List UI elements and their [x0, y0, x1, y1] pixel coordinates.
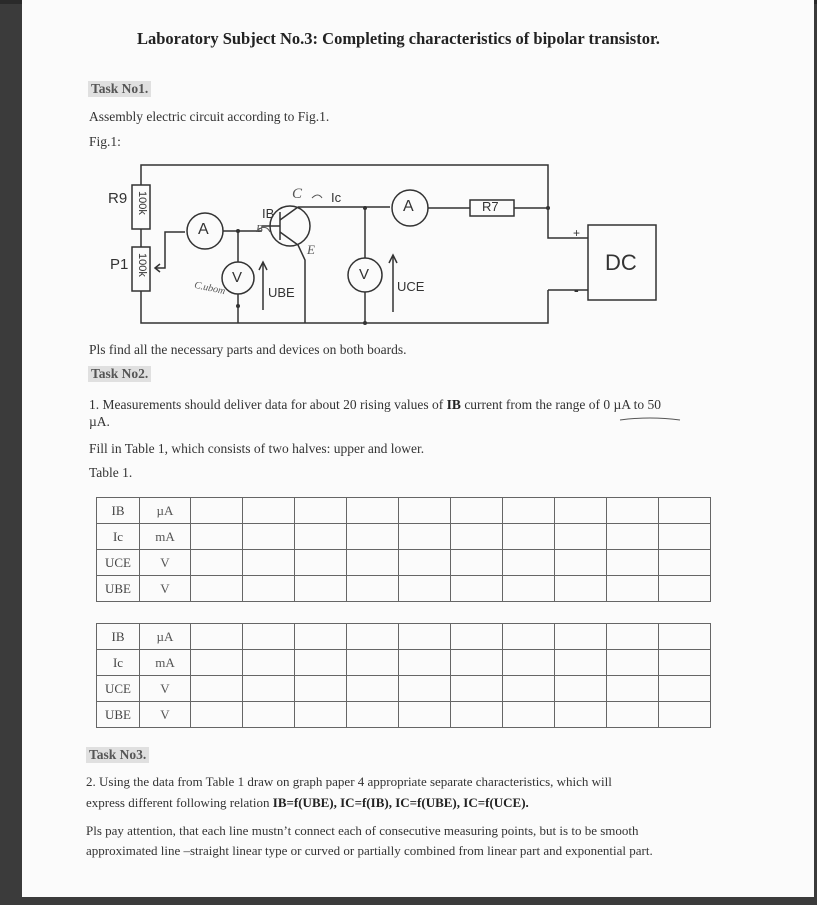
row-label: Ic: [97, 650, 140, 676]
row-label: Ic: [97, 524, 140, 550]
task3-heading: Task No3.: [86, 747, 149, 763]
measurement-cell[interactable]: [503, 576, 555, 602]
measurement-cell[interactable]: [555, 576, 607, 602]
measurement-cell[interactable]: [659, 702, 711, 728]
uce-label: UCE: [397, 279, 425, 294]
r7-label: R7: [482, 199, 499, 214]
task2-item1-text-end: current from the range of 0 µA to 50: [464, 397, 662, 412]
row-unit: V: [140, 550, 191, 576]
measurement-cell[interactable]: [243, 624, 295, 650]
measurement-cell[interactable]: [607, 624, 659, 650]
measurement-cell[interactable]: [243, 650, 295, 676]
table-label: Table 1.: [89, 465, 133, 480]
measurement-cell[interactable]: [347, 524, 399, 550]
measurement-cell[interactable]: [191, 550, 243, 576]
r9-value: 100k: [136, 191, 148, 215]
measurement-cell[interactable]: [555, 650, 607, 676]
task2-item1-text: 1. Measurements should deliver data for about 20 rising values of: [89, 397, 444, 412]
dc-source-label: DC: [605, 250, 637, 275]
measurement-cell[interactable]: [659, 576, 711, 602]
measurement-cell[interactable]: [503, 676, 555, 702]
measurement-cell[interactable]: [399, 676, 451, 702]
row-label: UBE: [97, 576, 140, 602]
measurement-cell[interactable]: [191, 650, 243, 676]
measurement-cell[interactable]: [659, 624, 711, 650]
table-row: [97, 702, 711, 728]
task3-line3: Pls pay attention, that each line mustn’t connect each of consecutive measuring points, but is to be smooth: [86, 823, 639, 838]
measurement-cell[interactable]: [555, 702, 607, 728]
task2-item1: [89, 397, 661, 413]
measurement-cell[interactable]: [191, 624, 243, 650]
measurement-cell[interactable]: [503, 524, 555, 550]
task2-heading: Task No2.: [88, 366, 151, 382]
measurement-cell[interactable]: [295, 576, 347, 602]
measurement-cell[interactable]: [451, 576, 503, 602]
row-unit: V: [140, 676, 191, 702]
measurement-cell[interactable]: [503, 702, 555, 728]
measurement-cell[interactable]: [243, 576, 295, 602]
measurement-cell[interactable]: [607, 650, 659, 676]
p1-value: 100k: [136, 253, 148, 277]
measurement-cell[interactable]: [347, 676, 399, 702]
measurement-cell[interactable]: [659, 676, 711, 702]
measurement-cell[interactable]: [347, 576, 399, 602]
measurement-cell[interactable]: [295, 498, 347, 524]
measurement-cell[interactable]: [607, 524, 659, 550]
measurement-cell[interactable]: [399, 650, 451, 676]
measurement-cell[interactable]: [555, 624, 607, 650]
measurement-cell[interactable]: [451, 650, 503, 676]
measurement-cell[interactable]: [295, 676, 347, 702]
measurement-cell[interactable]: [503, 498, 555, 524]
measurement-cell[interactable]: [243, 550, 295, 576]
measurement-cell[interactable]: [347, 702, 399, 728]
measurement-cell[interactable]: [451, 624, 503, 650]
row-unit: µA: [140, 624, 191, 650]
measurement-cell[interactable]: [399, 550, 451, 576]
ammeter-left-label: A: [198, 221, 209, 238]
measurement-cell[interactable]: [659, 498, 711, 524]
task3-relations: IB=f(UBE), IC=f(IB), IC=f(UBE), IC=f(UCE).: [272, 795, 529, 810]
measurement-cell[interactable]: [191, 702, 243, 728]
measurement-cell[interactable]: [451, 702, 503, 728]
task1-text: Assembly electric circuit according to Fig.1.: [89, 109, 330, 124]
ib-label: IB: [262, 206, 275, 221]
table-lower: [96, 623, 711, 728]
measurement-cell[interactable]: [451, 524, 503, 550]
measurement-cell[interactable]: [503, 624, 555, 650]
measurement-cell[interactable]: [191, 676, 243, 702]
measurement-cell[interactable]: [295, 524, 347, 550]
voltmeter-right-label: V: [359, 266, 370, 283]
parts-note: Pls find all the necessary parts and devices on both boards.: [89, 342, 407, 357]
task2-item1-line2: µA.: [89, 414, 110, 429]
plus-terminal: +: [573, 226, 581, 240]
measurement-cell[interactable]: [607, 676, 659, 702]
row-unit: µA: [140, 498, 191, 524]
task3-line1: 2. Using the data from Table 1 draw on graph paper 4 appropriate separate characteristics, which will: [86, 774, 612, 789]
measurement-cell[interactable]: [659, 550, 711, 576]
measurement-cell[interactable]: [295, 650, 347, 676]
r9-label: R9: [108, 190, 128, 207]
measurement-cell[interactable]: [607, 498, 659, 524]
table-row: [97, 650, 711, 676]
measurement-cell[interactable]: [451, 498, 503, 524]
table-row: [97, 550, 711, 576]
handwritten-base: B: [256, 223, 263, 235]
measurement-cell[interactable]: [451, 676, 503, 702]
measurement-cell[interactable]: [295, 624, 347, 650]
measurement-cell[interactable]: [347, 550, 399, 576]
row-unit: mA: [140, 524, 191, 550]
table-row: [97, 576, 711, 602]
p1-label: P1: [110, 256, 129, 273]
ic-label: Ic: [331, 190, 342, 205]
measurement-cell[interactable]: [399, 702, 451, 728]
row-unit: V: [140, 576, 191, 602]
measurement-cell[interactable]: [503, 650, 555, 676]
row-label: IB: [97, 624, 140, 650]
ammeter-right-label: A: [403, 198, 414, 215]
measurement-cell[interactable]: [607, 550, 659, 576]
measurement-cell[interactable]: [555, 498, 607, 524]
row-label: UCE: [97, 676, 140, 702]
task3-line4: approximated line –straight linear type or curved or partially combined from linear part and exponential part.: [86, 843, 653, 858]
measurement-cell[interactable]: [503, 550, 555, 576]
task3-line2-text: express different following relation: [86, 795, 270, 810]
measurement-cell[interactable]: [399, 524, 451, 550]
measurement-cell[interactable]: [607, 576, 659, 602]
handwritten-note: C.ubom: [193, 279, 227, 298]
handwritten-emitter: E: [307, 242, 315, 257]
measurement-cell[interactable]: [347, 624, 399, 650]
measurement-cell[interactable]: [191, 576, 243, 602]
measurement-cell[interactable]: [399, 624, 451, 650]
measurement-cell[interactable]: [607, 702, 659, 728]
measurement-cell[interactable]: [243, 676, 295, 702]
measurement-cell[interactable]: [243, 498, 295, 524]
fill-table-text: Fill in Table 1, which consists of two halves: upper and lower.: [89, 441, 425, 456]
measurement-cell[interactable]: [399, 498, 451, 524]
table-row: [97, 676, 711, 702]
table-upper: [96, 497, 711, 602]
figure-label: Fig.1:: [89, 134, 121, 149]
measurement-cell[interactable]: [555, 524, 607, 550]
measurement-cell[interactable]: [295, 702, 347, 728]
handwritten-collector: C: [292, 186, 303, 202]
measurement-cell[interactable]: [191, 498, 243, 524]
measurement-cell[interactable]: [659, 524, 711, 550]
measurement-cell[interactable]: [347, 650, 399, 676]
task3-line2: [86, 795, 529, 811]
minus-terminal: -: [574, 282, 579, 298]
measurement-cell[interactable]: [399, 576, 451, 602]
table-row: [97, 624, 711, 650]
table-row: [97, 524, 711, 550]
measurement-cell[interactable]: [451, 550, 503, 576]
row-unit: mA: [140, 650, 191, 676]
page-title: Laboratory Subject No.3: Completing characteristics of bipolar transistor.: [137, 29, 660, 48]
measurement-cell[interactable]: [295, 550, 347, 576]
measurement-cell[interactable]: [555, 550, 607, 576]
voltmeter-left-label: V: [232, 269, 243, 286]
measurement-cell[interactable]: [659, 650, 711, 676]
row-label: IB: [97, 498, 140, 524]
row-label: UBE: [97, 702, 140, 728]
table-row: [97, 498, 711, 524]
measurement-cell[interactable]: [243, 702, 295, 728]
measurement-cell[interactable]: [555, 676, 607, 702]
task1-heading: Task No1.: [88, 81, 151, 97]
row-label: UCE: [97, 550, 140, 576]
measurement-cell[interactable]: [347, 498, 399, 524]
measurement-cell[interactable]: [243, 524, 295, 550]
measurement-cell[interactable]: [191, 524, 243, 550]
ube-label: UBE: [268, 285, 295, 300]
row-unit: V: [140, 702, 191, 728]
ib-bold: IB: [446, 397, 461, 412]
